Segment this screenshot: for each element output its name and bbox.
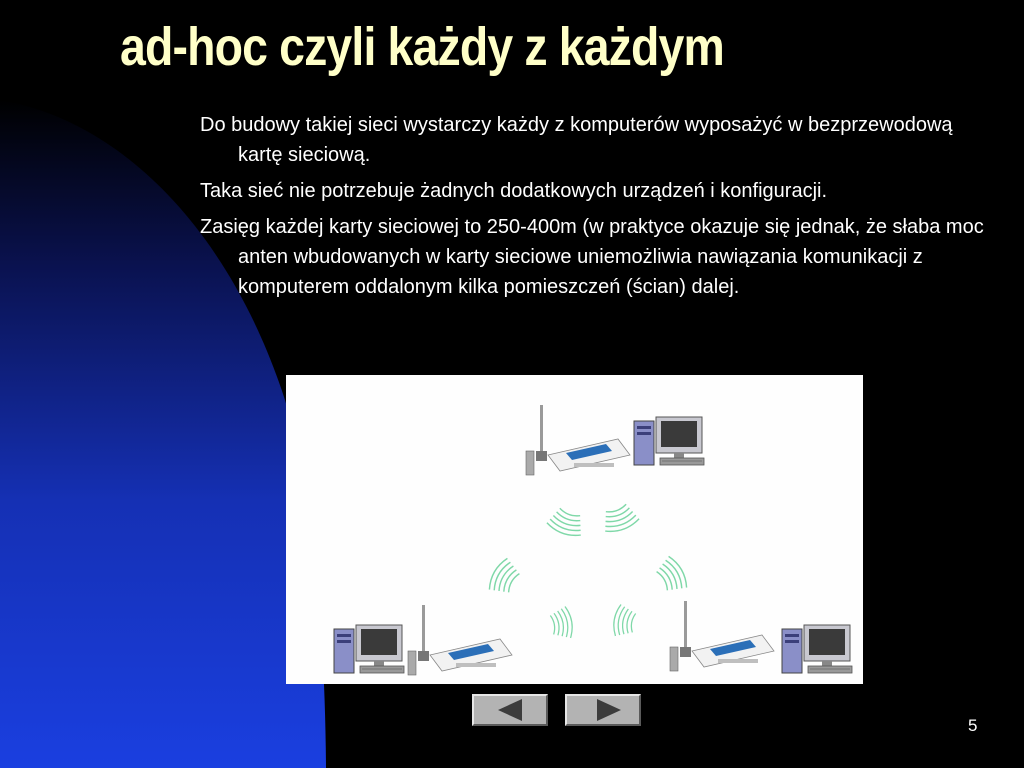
triangle-right-icon	[597, 699, 621, 721]
computer-icon	[334, 625, 404, 673]
bullet-list	[200, 110, 1000, 308]
slide-title: ad-hoc czyli każdy z każdym	[120, 17, 724, 77]
previous-slide-button[interactable]	[472, 694, 548, 726]
slide-number: 5	[968, 716, 978, 735]
wireless-card-icon	[408, 605, 512, 675]
bullet-item: Taka sieć nie potrzebuje żadnych dodatkowych urządzeń i konfiguracji.	[200, 180, 828, 202]
computer-icon	[782, 625, 852, 673]
bullet-item: Do budowy takiej sieci wystarczy każdy z komputerów wyposażyć w bezprzewodową kartę sieciową.	[200, 114, 953, 166]
signal-waves-icon	[486, 502, 691, 641]
wireless-card-icon	[670, 601, 774, 671]
bullet-item: Zasięg każdej karty sieciowej to 250-400m (w praktyce okazuje się jednak, że słaba moc anten wbudowanych w karty sieciowe uniemożliwia nawiązania komunikacji z komputerem oddalonym kilka pomieszczeń (ścian) dalej.	[200, 216, 984, 298]
wireless-card-icon	[526, 405, 630, 475]
next-slide-button[interactable]	[565, 694, 641, 726]
adhoc-network-illustration	[286, 375, 863, 684]
triangle-left-icon	[498, 699, 522, 721]
computer-icon	[634, 417, 704, 465]
